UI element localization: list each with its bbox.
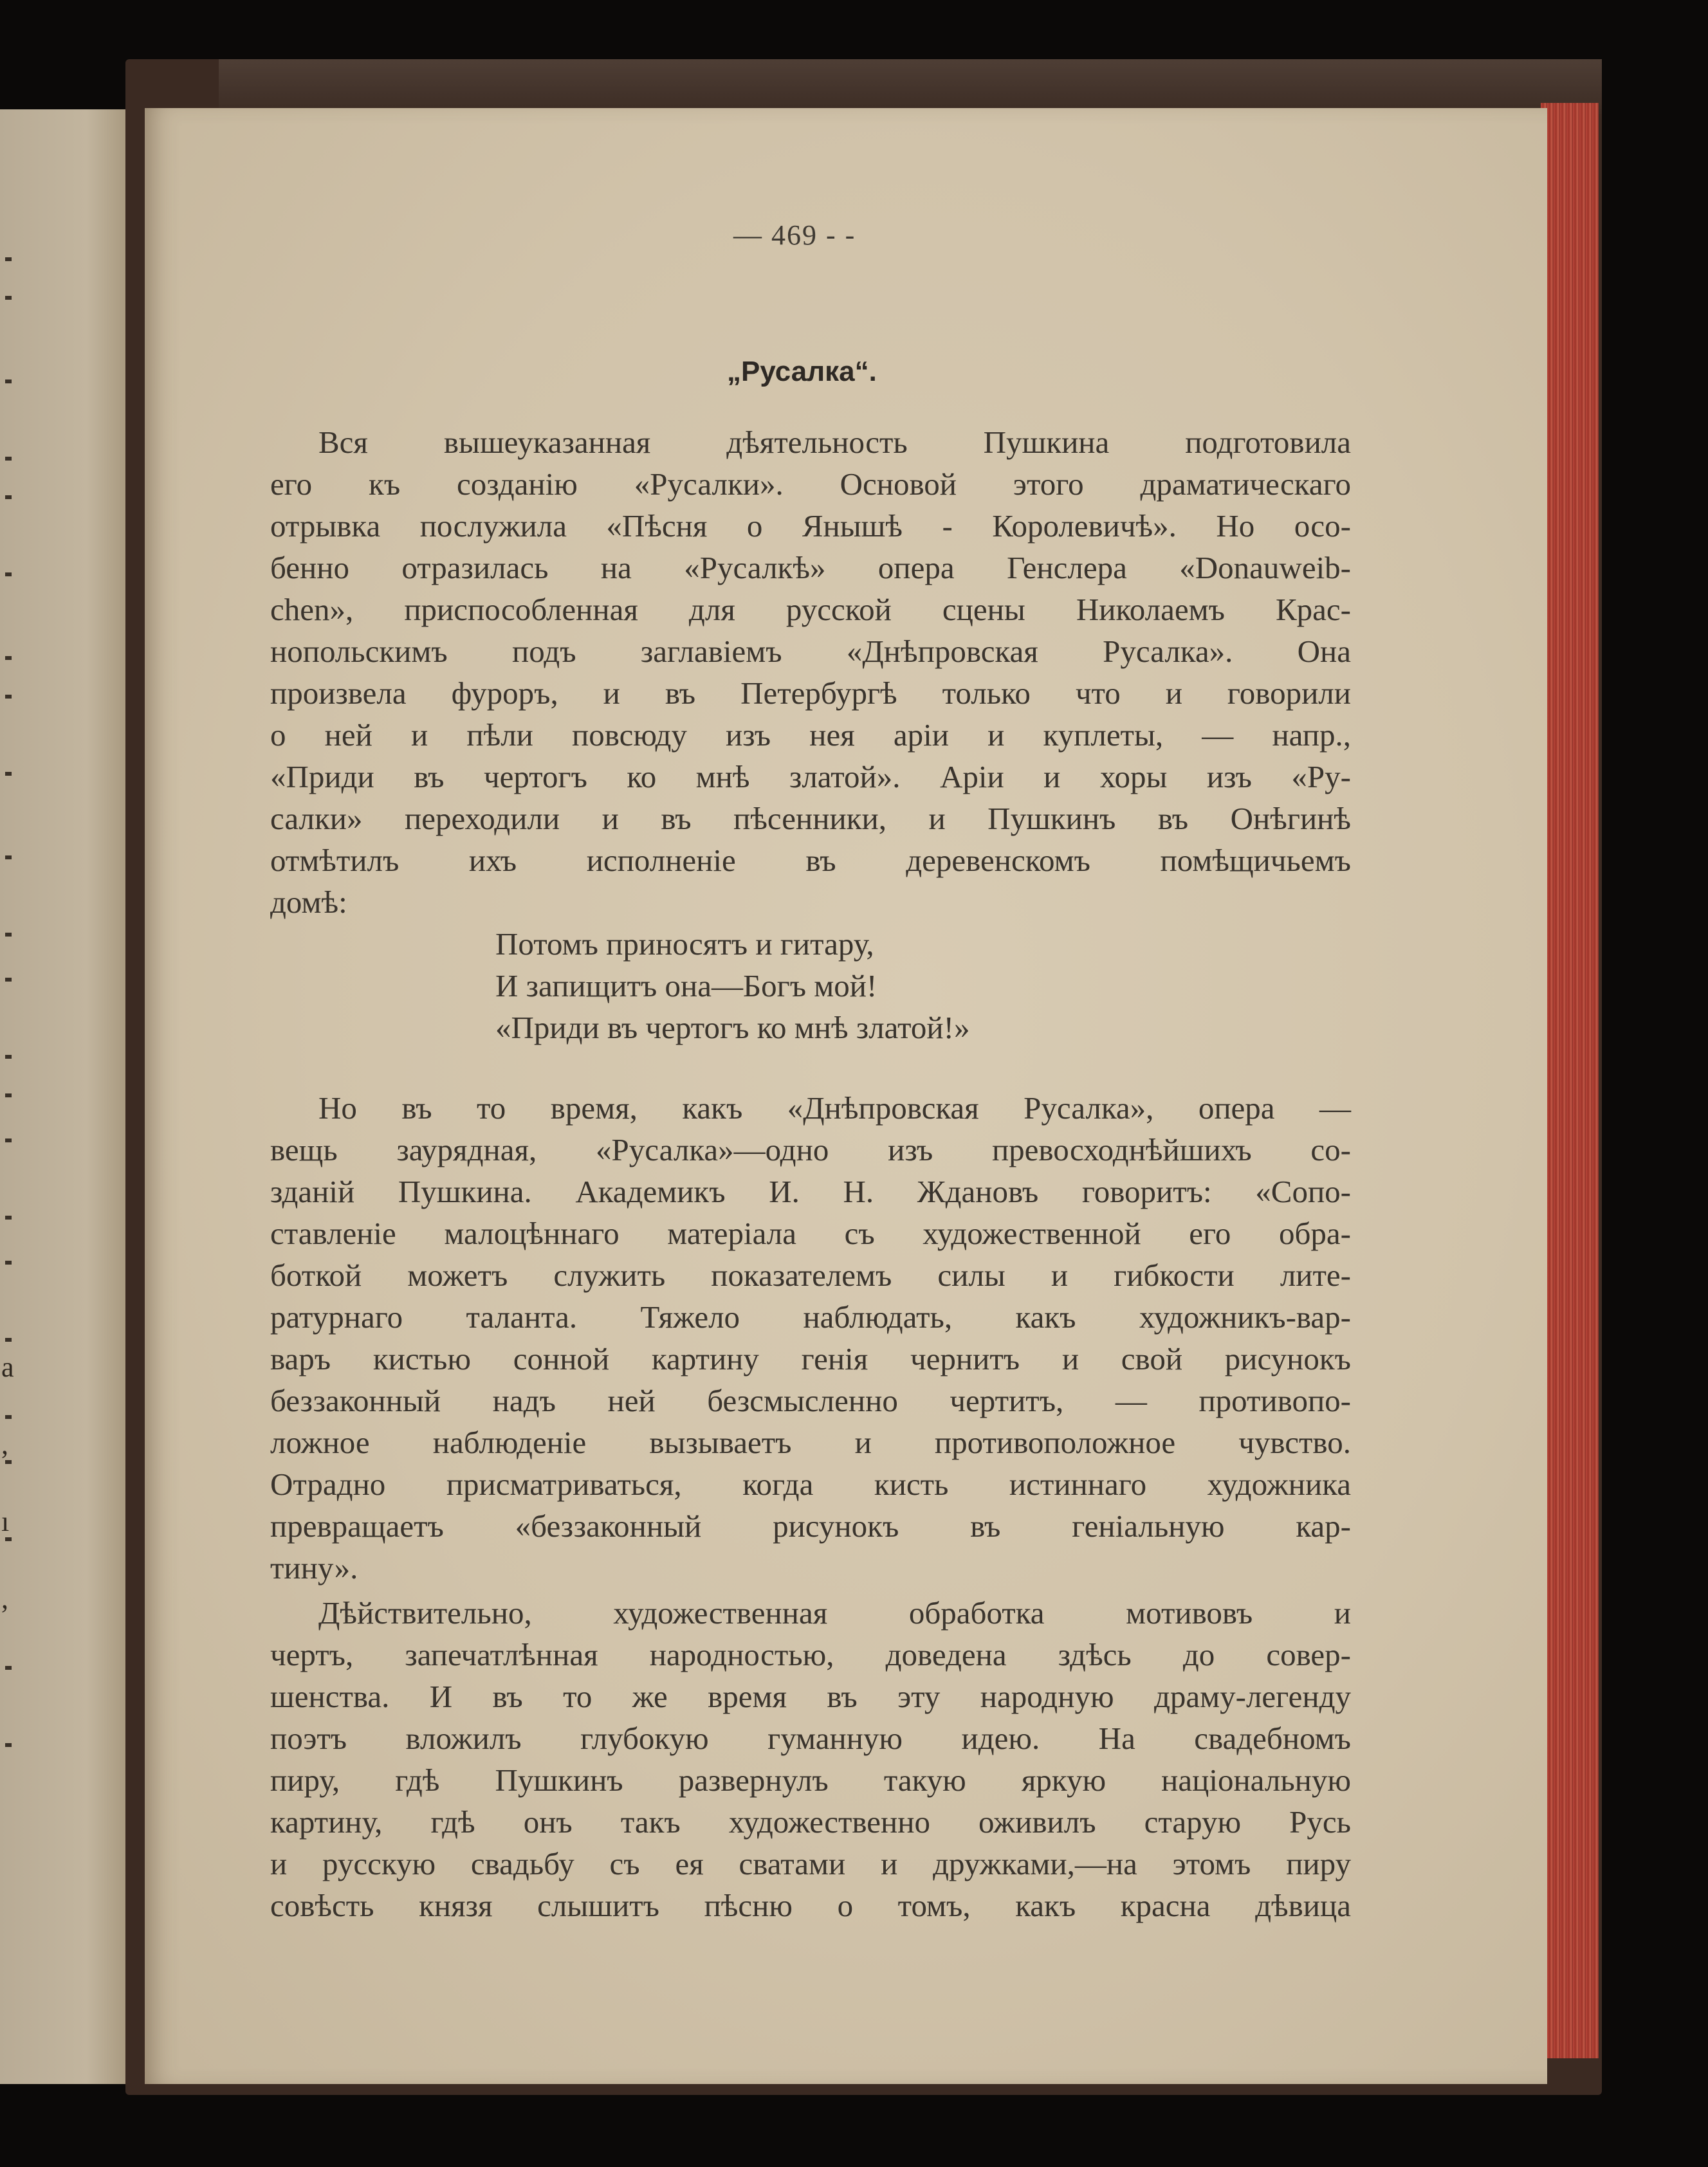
text-line: ратурнаго таланта. Тяжело наблюдать, какъ художникъ-вар-: [270, 1299, 1351, 1335]
page-number: — 469 - -: [733, 219, 856, 251]
text-line: поэтъ вложилъ глубокую гуманную идею. На свадебномъ: [270, 1721, 1351, 1756]
text-line: тину».: [270, 1550, 358, 1586]
left-fragment: ı: [1, 1506, 10, 1537]
text-line: Отрадно присматриваться, когда кисть истиннаго художника: [270, 1467, 1351, 1502]
paragraph-1: [270, 421, 1351, 923]
text-line: салки» переходили и въ пѣсенники, и Пушкинъ въ Онѣгинѣ: [270, 801, 1351, 836]
verse-line: Потомъ приносятъ и гитару,: [495, 926, 874, 962]
text-line: chen», приспособленная для русской сцены Николаемъ Крас-: [270, 592, 1351, 627]
text-line: чертъ, запечатлѣнная народностью, доведена здѣсь до совер-: [270, 1637, 1351, 1672]
text-line: ложное наблюденіе вызываетъ и противоположное чувство.: [270, 1425, 1351, 1460]
text-line: картину, гдѣ онъ такъ художественно оживилъ старую Русь: [270, 1804, 1351, 1840]
paragraph-2: [270, 1087, 1351, 1589]
text-line: отмѣтилъ ихъ исполненіе въ деревенскомъ помѣщичьемъ: [270, 843, 1351, 878]
text-line: варъ кистью сонной картину генія чернитъ и свой рисунокъ: [270, 1341, 1351, 1376]
paragraph-3: [270, 1592, 1351, 1926]
text-line: беззаконный надъ ней безсмысленно чертитъ, — противопо-: [270, 1383, 1351, 1418]
text-line: шенства. И въ то же время въ эту народную драму-легенду: [270, 1679, 1351, 1714]
left-fragment: ,: [1, 1583, 8, 1614]
text-line: вещь заурядная, «Русалка»—одно изъ превосходнѣйшихъ со-: [270, 1132, 1351, 1167]
text-line: превращаетъ «беззаконный рисунокъ въ геніальную кар-: [270, 1508, 1351, 1544]
left-fragment: a: [1, 1351, 14, 1383]
text-line: зданій Пушкина. Академикъ И. Н. Ждановъ говоритъ: «Сопо-: [270, 1174, 1351, 1209]
text-line: нопольскимъ подъ заглавіемъ «Днѣпровская Русалка». Она: [270, 634, 1351, 669]
text-line: пиру, гдѣ Пушкинъ развернулъ такую яркую національную: [270, 1762, 1351, 1798]
text-line: «Приди въ чертогъ ко мнѣ златой». Аріи и хоры изъ «Ру-: [270, 759, 1351, 794]
verse-line: И запищитъ она—Богъ мой!: [495, 968, 877, 1003]
verse-quote: [495, 923, 1332, 1048]
text-line: произвела фуроръ, и въ Петербургѣ только что и говорили: [270, 675, 1351, 711]
text-line: бенно отразилась на «Русалкѣ» опера Генслера «Donauweib-: [270, 550, 1351, 585]
page-edges: [1541, 103, 1599, 2058]
chapter-title: „Русалка“.: [727, 356, 877, 387]
text-line: домѣ:: [270, 884, 347, 920]
book-cover-top-edge: [219, 59, 1602, 114]
text-line: боткой можетъ служить показателемъ силы и гибкости лите-: [270, 1257, 1351, 1293]
verse-line: «Приди въ чертогъ ко мнѣ златой!»: [495, 1010, 970, 1045]
left-facing-page: [0, 109, 145, 2084]
text-line: отрывка послужила «Пѣсня о Янышѣ - Королевичѣ». Но осо-: [270, 508, 1351, 544]
text-line: совѣсть князя слышитъ пѣсню о томъ, какъ красна дѣвица: [270, 1888, 1351, 1923]
text-line: Вся вышеуказанная дѣятельность Пушкина подготовила: [318, 425, 1351, 460]
text-line: его къ созданію «Русалки». Основой этого драматическаго: [270, 466, 1351, 502]
text-line: Но въ то время, какъ «Днѣпровская Русалка», опера —: [318, 1090, 1351, 1126]
text-line: и русскую свадьбу съ ея сватами и дружками,—на этомъ пиру: [270, 1846, 1351, 1881]
text-line: ставленіе малоцѣннаго матеріала съ художественной его обра-: [270, 1216, 1351, 1251]
text-line: Дѣйствительно, художественная обработка мотивовъ и: [318, 1595, 1351, 1631]
left-fragment: ,: [1, 1429, 8, 1460]
text-line: о ней и пѣли повсюду изъ нея аріи и куплеты, — напр.,: [270, 717, 1351, 753]
